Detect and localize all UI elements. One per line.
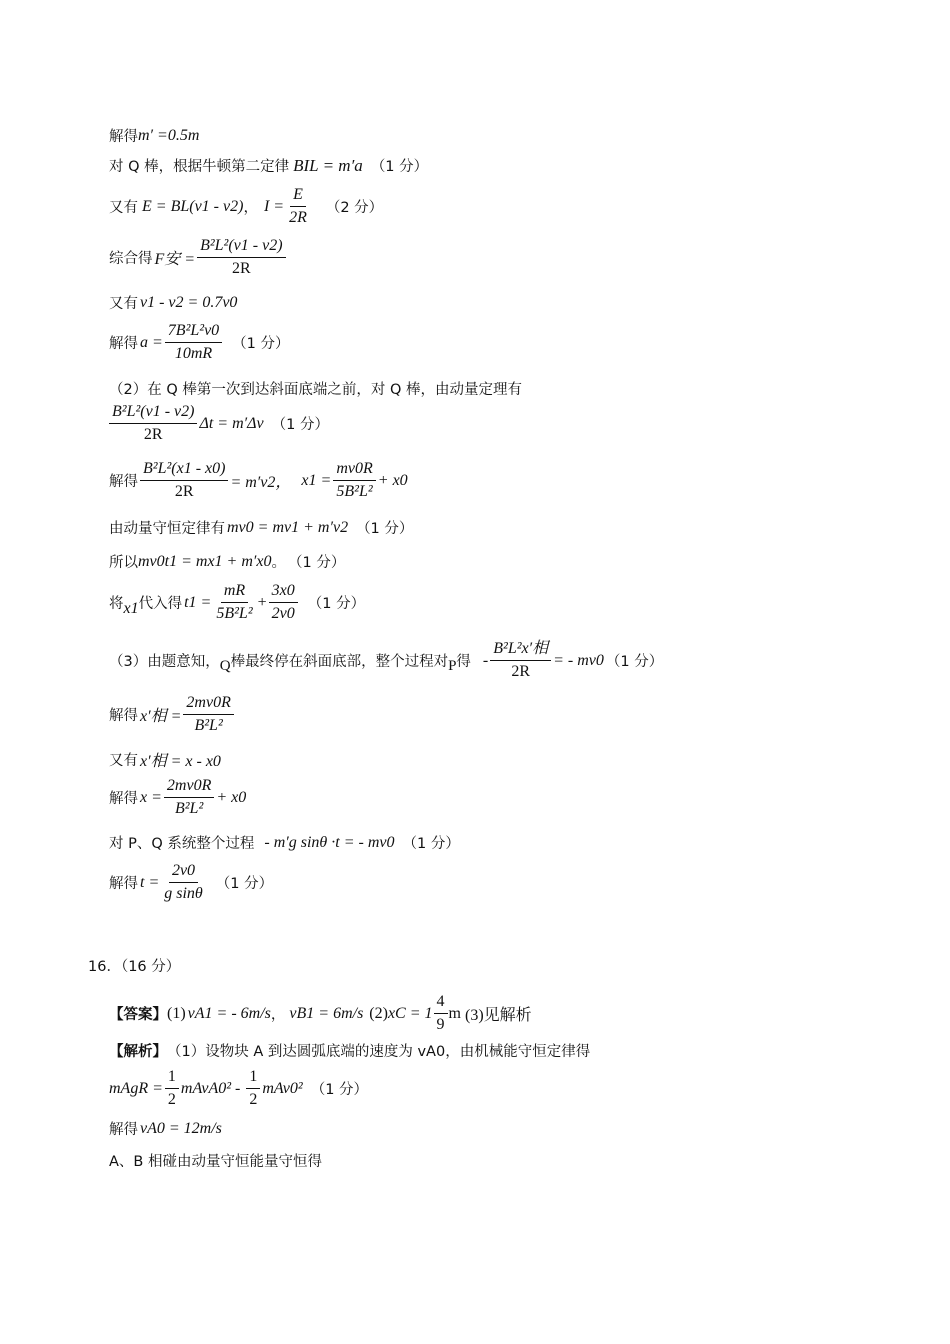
fraction — [164, 777, 214, 819]
text: 解得 — [109, 791, 138, 808]
text: 16．（16 分） — [88, 959, 181, 975]
collision-line — [109, 1150, 322, 1171]
text: A、B 相碰由动量守恒能量守恒得 — [109, 1154, 322, 1170]
equation: m′ =0.5m — [138, 126, 200, 144]
lhs: t1 = — [184, 593, 212, 611]
q-symbol: Q — [219, 658, 231, 675]
part-2: (2) — [369, 1004, 388, 1022]
denominator: 2v0 — [271, 605, 295, 623]
score: （1 分） — [370, 159, 429, 175]
numerator: mR — [221, 582, 248, 603]
lhs: a = — [140, 333, 163, 351]
minus: - — [235, 1079, 241, 1097]
equation-emf: E = BL(v1 - v2) — [142, 197, 244, 215]
line-14 — [109, 694, 236, 736]
unit: m — [448, 1004, 461, 1022]
line-17 — [109, 832, 460, 853]
denominator: g sinθ — [164, 885, 203, 903]
minus: - — [482, 651, 489, 669]
equation: vA0 = 12m/s — [140, 1119, 222, 1137]
numerator: 2mv0R — [164, 777, 214, 798]
question-16-heading — [88, 955, 180, 976]
denominator: 10mR — [174, 345, 213, 363]
period: 。 — [271, 555, 287, 571]
line-11 — [109, 551, 345, 572]
text: （1）设物块 A 到达圆弧底端的速度为 vA0，由机械能守恒定律得 — [167, 1044, 591, 1060]
text: 解得 — [109, 876, 138, 893]
rhs: + x0 — [216, 788, 247, 806]
fraction — [161, 862, 206, 904]
score: （1 分） — [307, 596, 366, 613]
score: （1 分） — [402, 836, 460, 852]
text: （2）在 Q 棒第一次到达斜面底端之前，对 Q 棒，由动量定理有 — [109, 382, 522, 398]
numerator: E — [290, 186, 306, 207]
rhs: Δt = m′Δv — [199, 414, 264, 432]
text: 综合得 — [109, 251, 153, 268]
line-16 — [109, 777, 246, 819]
equation-current-lhs: I = — [263, 197, 285, 215]
line-4 — [109, 237, 288, 279]
line-9 — [109, 460, 408, 502]
line-10 — [109, 517, 413, 538]
line-13 — [109, 640, 663, 682]
line-6 — [109, 322, 290, 364]
part-1: (1) — [167, 1004, 186, 1022]
denominator: B²L² — [174, 800, 204, 818]
rhs-1: = m′v2， — [230, 474, 292, 492]
part-3: (3)见解析 — [464, 1007, 532, 1025]
lhs-2: x1 = — [301, 471, 332, 489]
fraction-1 — [140, 460, 228, 502]
denominator: 2R — [231, 260, 251, 278]
analysis-label: 【解析】 — [109, 1044, 167, 1060]
numerator: 2mv0R — [183, 694, 233, 715]
line-2 — [109, 155, 428, 176]
denominator: 2R — [143, 426, 163, 444]
denominator: 2R — [511, 663, 531, 681]
text: 由动量守恒定律有 — [109, 521, 225, 537]
text: 所以 — [109, 555, 138, 571]
text: （3）由题意知， — [109, 654, 220, 671]
equation: mv0t1 = mx1 + m′x0 — [138, 552, 272, 570]
lhs: x′相 = — [140, 708, 182, 726]
text: 棒最终停在斜面底部，整个过程对 — [230, 654, 449, 671]
numerator: 3x0 — [269, 582, 298, 603]
term-1: mAvA0² — [180, 1079, 232, 1097]
text: 解得 — [109, 474, 138, 491]
answer-va1: vA1 = - 6m/s — [187, 1004, 271, 1022]
score: （1 分） — [310, 1082, 369, 1099]
equation: mv0 = mv1 + m′v2 — [227, 518, 349, 536]
text: 又有 — [109, 753, 138, 769]
fraction — [183, 694, 233, 736]
text: 解得 — [109, 1122, 138, 1138]
fraction-1 — [165, 1068, 179, 1110]
fraction-2 — [269, 582, 298, 624]
fraction — [109, 403, 197, 445]
denominator: 9 — [436, 1016, 445, 1034]
rhs-2: + x0 — [377, 471, 408, 489]
answer-vb1: vB1 = 6m/s — [289, 1004, 364, 1022]
line-18 — [109, 862, 273, 904]
answer-label: 【答案】 — [109, 1007, 167, 1024]
term-2: mAv0² — [262, 1079, 303, 1097]
denominator: 5B²L² — [216, 605, 253, 623]
separator: ， — [243, 200, 258, 217]
numerator: 1 — [165, 1068, 179, 1089]
line-5 — [109, 292, 237, 313]
p-symbol: P — [448, 658, 457, 675]
text: 代入得 — [138, 596, 183, 613]
analysis-line — [109, 1040, 590, 1061]
lhs: x = — [140, 788, 162, 806]
text: 又有 — [109, 200, 138, 217]
line-3 — [109, 186, 383, 228]
text: 解得 — [109, 129, 138, 145]
denominator: 2R — [289, 209, 307, 227]
numerator: B²L²x′相 — [490, 640, 551, 661]
numerator: B²L²(x1 - x0) — [140, 460, 228, 481]
fraction-2 — [246, 1068, 260, 1110]
energy-equation — [109, 1068, 368, 1110]
text: 对 Q 棒，根据牛顿第二定律 — [109, 159, 290, 175]
score: （1 分） — [215, 876, 274, 893]
denominator: B²L² — [194, 717, 223, 735]
fraction — [286, 186, 310, 228]
line-8 — [109, 403, 329, 445]
plus: + — [257, 593, 267, 611]
numerator: B²L²(v1 - v2) — [197, 237, 285, 258]
lhs: t = — [140, 873, 160, 891]
fraction — [165, 322, 222, 364]
equation: - m′g sinθ ·t = - mv0 — [264, 833, 395, 851]
answer-line — [109, 993, 532, 1035]
line-15 — [109, 748, 221, 771]
answer-xc-lhs: xC = 1 — [387, 1004, 433, 1022]
equation: v1 - v2 = 0.7v0 — [140, 293, 238, 311]
text: 将 — [109, 596, 124, 613]
denominator: 5B²L² — [336, 483, 373, 501]
numerator: 2v0 — [169, 862, 198, 883]
denominator: 2 — [167, 1091, 176, 1109]
score: （1 分） — [605, 654, 664, 671]
equation: x′相 = x - x0 — [140, 753, 221, 770]
fraction-2 — [333, 460, 375, 502]
score: （1 分） — [232, 336, 290, 353]
text: 解得 — [109, 336, 138, 353]
text: 得 — [456, 654, 471, 671]
fraction — [197, 237, 285, 279]
line-1 — [109, 125, 199, 146]
separator: ， — [270, 1007, 286, 1024]
text: 解得 — [109, 708, 138, 725]
denominator: 2 — [249, 1091, 258, 1109]
fraction — [434, 993, 448, 1035]
numerator: 4 — [434, 993, 448, 1014]
fraction-1 — [213, 582, 255, 624]
fraction — [490, 640, 551, 682]
numerator: 1 — [246, 1068, 260, 1089]
numerator: mv0R — [333, 460, 375, 481]
numerator: 7B²L²v0 — [165, 322, 222, 343]
score: （1 分） — [288, 555, 346, 571]
variable: x1 — [123, 599, 139, 617]
score: （2 分） — [325, 200, 384, 217]
text: 又有 — [109, 296, 138, 312]
rhs: = - mv0 — [553, 651, 604, 669]
lhs: F安 = — [154, 251, 196, 269]
line-7 — [109, 378, 522, 399]
score: （1 分） — [356, 521, 414, 537]
result-va0 — [109, 1118, 222, 1139]
line-12 — [109, 582, 365, 624]
numerator: B²L²(v1 - v2) — [109, 403, 197, 424]
lhs: mAgR = — [109, 1079, 163, 1097]
text: 对 P、Q 系统整个过程 — [109, 836, 255, 852]
score: （1 分） — [271, 417, 329, 434]
denominator: 2R — [174, 483, 194, 501]
equation: BIL = m′a — [293, 155, 363, 175]
